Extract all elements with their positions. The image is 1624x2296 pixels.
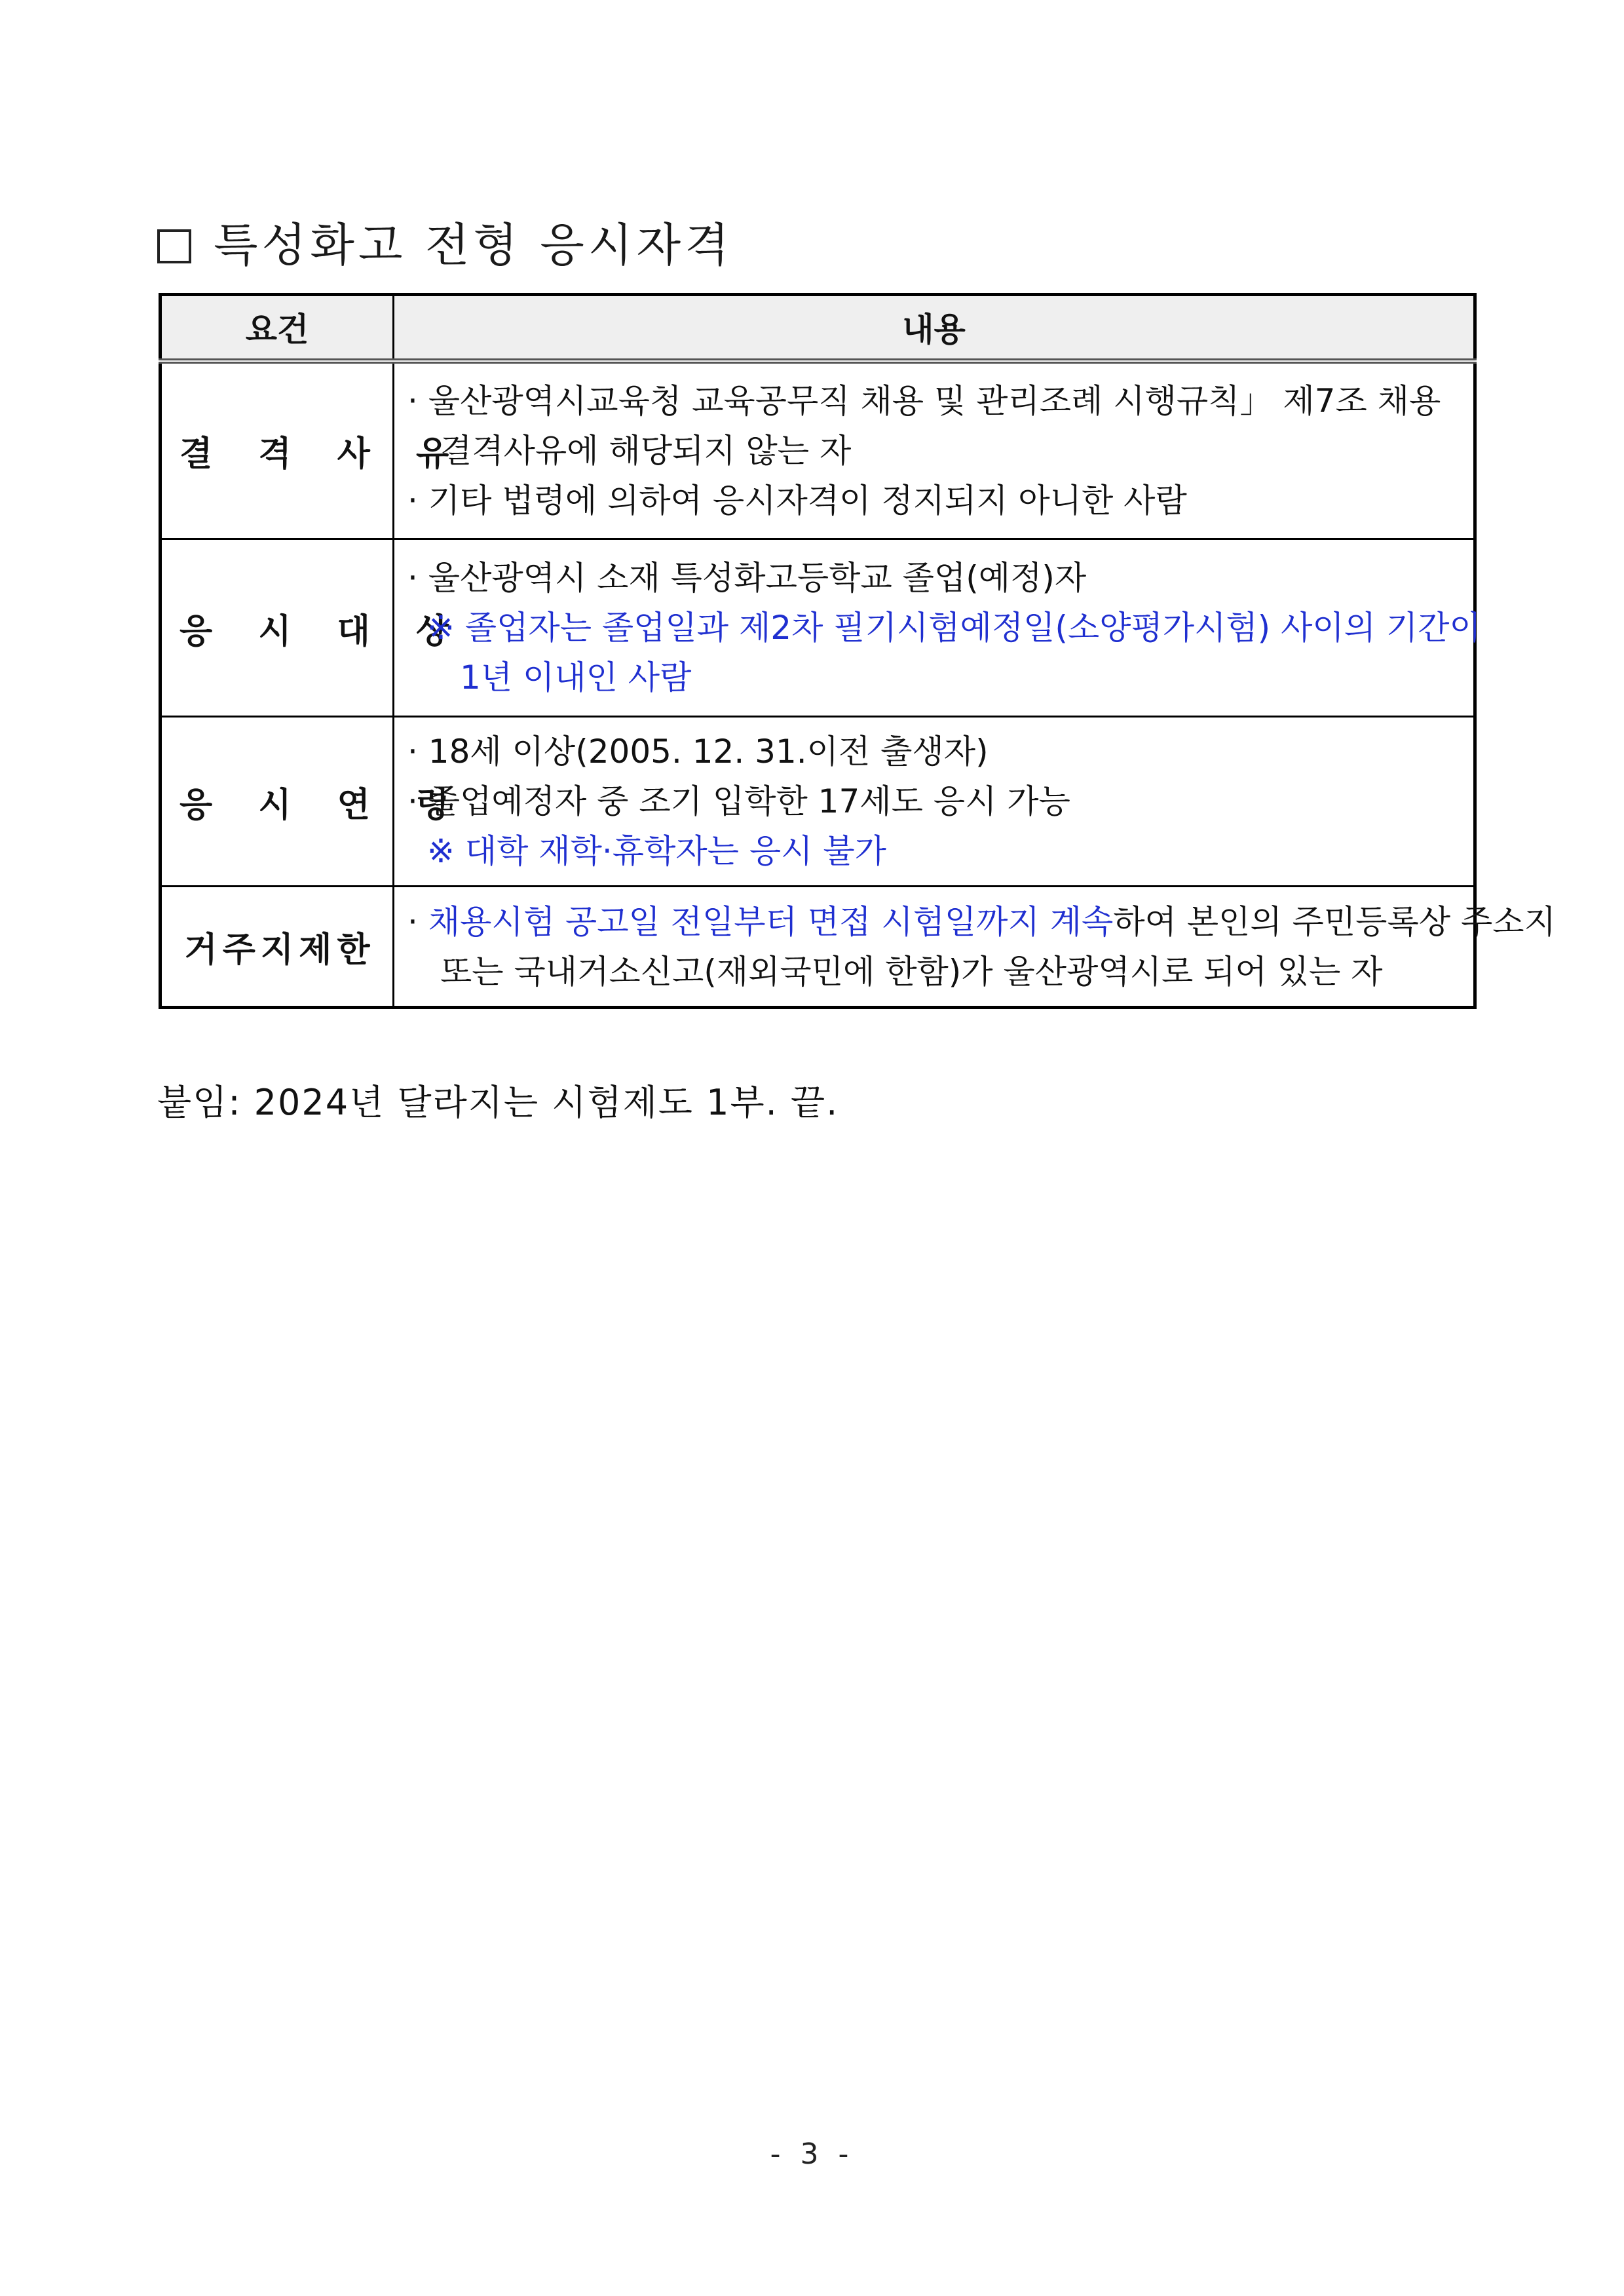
row-label-target: 응 시 대 상 [161,539,394,717]
table-header-row [161,295,1475,361]
row-label-residence: 거주지제한 [161,887,394,1008]
section-heading [157,208,733,275]
content-note: ※ 대학 재학·휴학자는 응시 불가 [427,832,886,870]
attachment-note: 붙임: 2024년 달라지는 시험제도 1부. 끝. [157,1082,839,1123]
highlighted-text: 채용시험 공고일 전일부터 면접 시험일까지 계속 [428,902,1114,941]
section-title: 특성화고 전형 응시자격 [214,218,733,272]
content-line: · 기타 법령에 의하여 응시자격이 정지되지 아니한 사람 [407,481,1187,520]
content-note: ※ 졸업자는 졸업일과 제2차 필기시험예정일(소양평가시험) 사이의 기간이 [427,609,1481,647]
row-label-disqualification: 결 격 사 유 [161,361,394,539]
header-requirement: 요건 [161,295,394,361]
content-line: · 졸업예정자 중 조기 입학한 17세도 응시 가능 [407,782,1070,820]
row-content-disqualification [394,361,1475,539]
row-content-residence [394,887,1556,1008]
content-line: · 울산광역시교육청 교육공무직 채용 및 관리조례 시행규칙」 제7조 채용 [407,381,1441,420]
content-line: 결격사유에 해당되지 않는 자 [440,431,852,470]
header-content: 내용 [394,295,1475,361]
table-row-age [161,717,1475,887]
table-row-disqualification [161,361,1475,539]
square-bullet-icon [157,229,191,263]
table-row-residence [161,887,1475,1008]
row-content-age [394,717,1475,887]
row-content-target [394,539,1481,717]
row-label-age: 응 시 연 령 [161,717,394,887]
content-line: · 울산광역시 소재 특성화고등학교 졸업(예정)자 [407,559,1087,597]
table-row-target [161,539,1475,717]
content-note: 1년 이내인 사람 [460,659,692,697]
content-line: · 채용시험 공고일 전일부터 면접 시험일까지 계속하여 본인의 주민등록상 주소지 [407,902,1556,941]
content-line: · 18세 이상(2005. 12. 31.이전 출생자) [407,733,989,771]
eligibility-table [159,293,1556,1009]
page-number: - 3 - [770,2137,854,2171]
content-line: 또는 국내거소신고(재외국민에 한함)가 울산광역시로 되어 있는 자 [440,952,1383,991]
